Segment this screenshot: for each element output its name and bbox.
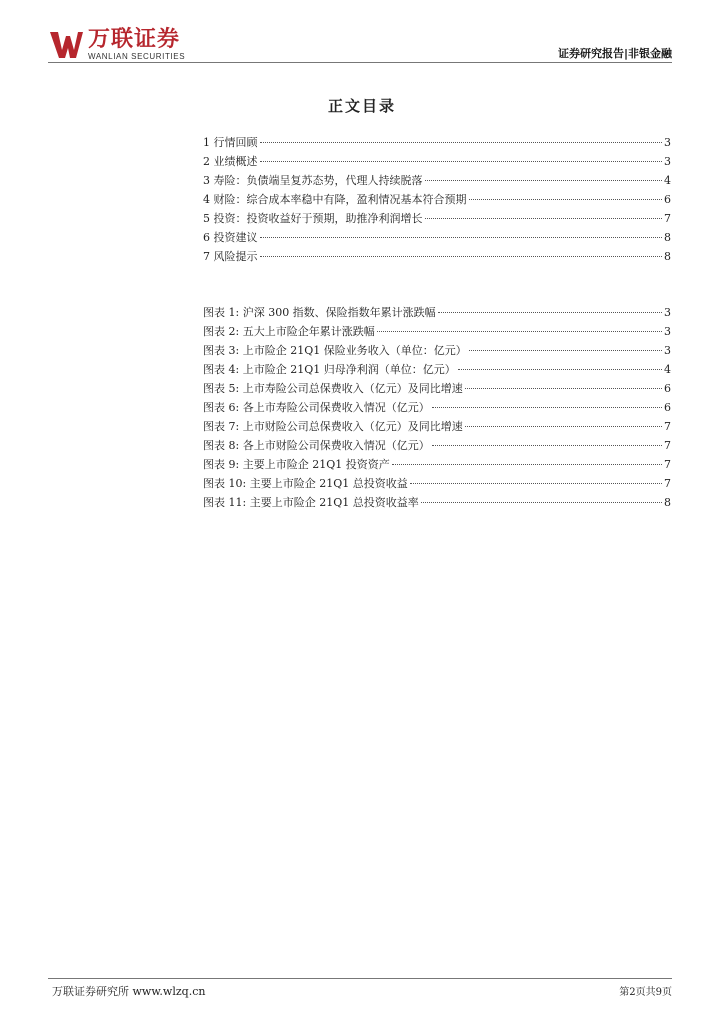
toc-entry-label: 2 业绩概述	[203, 155, 258, 168]
toc-entry-page: 3	[664, 136, 671, 149]
dot-leader	[260, 161, 663, 162]
toc-entry-page: 7	[664, 212, 671, 225]
dot-leader	[432, 445, 662, 446]
dot-leader	[425, 180, 663, 181]
figure-entry-page: 7	[664, 477, 671, 490]
dot-leader	[260, 142, 663, 143]
page-header	[48, 28, 672, 64]
figure-entry[interactable]	[203, 322, 671, 341]
figure-entry-page: 6	[664, 401, 671, 414]
figure-entry-page: 7	[664, 439, 671, 452]
footer-source: 万联证券研究所 www.wlzq.cn	[52, 985, 206, 998]
figure-entry-page: 7	[664, 458, 671, 471]
dot-leader	[260, 237, 663, 238]
figure-entry-page: 4	[664, 363, 671, 376]
toc-entry-label: 7 风险提示	[203, 250, 258, 263]
page-title: 正文目录	[327, 97, 396, 115]
toc-entry-label: 5 投资：投资收益好于预期，助推净利润增长	[203, 212, 423, 225]
figure-entry-label: 图表 6: 各上市寿险公司保费收入情况（亿元）	[203, 401, 430, 414]
figure-entry[interactable]	[203, 303, 671, 322]
figure-entry[interactable]	[203, 398, 671, 417]
footer-page-number: 第2页共9页	[619, 987, 672, 998]
figure-entry-label: 图表 10: 主要上市险企 21Q1 总投资收益	[203, 477, 408, 490]
figure-entry-page: 3	[664, 325, 671, 338]
toc-entry[interactable]	[203, 209, 671, 228]
figure-entry-label: 图表 9: 主要上市险企 21Q1 投资资产	[203, 458, 390, 471]
figure-entry[interactable]	[203, 379, 671, 398]
dot-leader	[458, 369, 662, 370]
company-logo	[48, 28, 185, 62]
figure-entry-page: 6	[664, 382, 671, 395]
figure-entry-label: 图表 3: 上市险企 21Q1 保险业务收入（单位：亿元）	[203, 344, 467, 357]
figure-entry-label: 图表 8: 各上市财险公司保费收入情况（亿元）	[203, 439, 430, 452]
toc-entry-page: 8	[664, 250, 671, 263]
figure-entry-label: 图表 11: 主要上市险企 21Q1 总投资收益率	[203, 496, 419, 509]
figure-entry[interactable]	[203, 493, 671, 512]
figure-entry-page: 3	[664, 306, 671, 319]
toc-entry[interactable]	[203, 247, 671, 266]
dot-leader	[421, 502, 662, 503]
toc-entry[interactable]	[203, 152, 671, 171]
toc-entry[interactable]	[203, 133, 671, 152]
report-type-label: 证券研究报告|非银金融	[557, 47, 672, 60]
toc-entry-page: 8	[664, 231, 671, 244]
logo-w-icon	[48, 28, 84, 62]
figure-entry-label: 图表 1: 沪深 300 指数、保险指数年累计涨跌幅	[203, 306, 436, 319]
dot-leader	[392, 464, 662, 465]
toc-entry[interactable]	[203, 171, 671, 190]
dot-leader	[465, 388, 662, 389]
figure-entry[interactable]	[203, 455, 671, 474]
figure-entry-label: 图表 7: 上市财险公司总保费收入（亿元）及同比增速	[203, 420, 463, 433]
toc-entry[interactable]	[203, 190, 671, 209]
dot-leader	[469, 199, 663, 200]
logo-english-name: WANLIAN SECURITIES	[88, 52, 186, 61]
figure-entry[interactable]	[203, 417, 671, 436]
figure-entry-page: 8	[664, 496, 671, 509]
figure-entry[interactable]	[203, 474, 671, 493]
toc-entry-label: 6 投资建议	[203, 231, 258, 244]
dot-leader	[432, 407, 662, 408]
dot-leader	[469, 350, 662, 351]
figure-entry-label: 图表 2: 五大上市险企年累计涨跌幅	[203, 325, 375, 338]
toc-entry-label: 3 寿险：负债端呈复苏态势，代理人持续脱落	[203, 174, 423, 187]
toc-entry-page: 3	[664, 155, 671, 168]
figure-entry-label: 图表 4: 上市险企 21Q1 归母净利润（单位：亿元）	[203, 363, 456, 376]
figure-entry-page: 7	[664, 420, 671, 433]
dot-leader	[465, 426, 662, 427]
toc-entry-label: 1 行情回顾	[203, 136, 258, 149]
figure-list	[203, 303, 671, 512]
dot-leader	[377, 331, 662, 332]
dot-leader	[425, 218, 663, 219]
header-divider	[48, 62, 672, 63]
figure-entry[interactable]	[203, 436, 671, 455]
figure-entry-label: 图表 5: 上市寿险公司总保费收入（亿元）及同比增速	[203, 382, 463, 395]
figure-entry[interactable]	[203, 360, 671, 379]
toc-entry[interactable]	[203, 228, 671, 247]
dot-leader	[438, 312, 662, 313]
logo-chinese-name: 万联证券	[88, 27, 181, 52]
dot-leader	[260, 256, 663, 257]
toc-entry-page: 4	[664, 174, 671, 187]
figure-entry-page: 3	[664, 344, 671, 357]
toc-entry-page: 6	[664, 193, 671, 206]
dot-leader	[410, 483, 662, 484]
figure-entry[interactable]	[203, 341, 671, 360]
toc-entry-label: 4 财险：综合成本率稳中有降，盈利情况基本符合预期	[203, 193, 467, 206]
table-of-contents	[203, 133, 671, 266]
footer-divider	[48, 978, 672, 979]
